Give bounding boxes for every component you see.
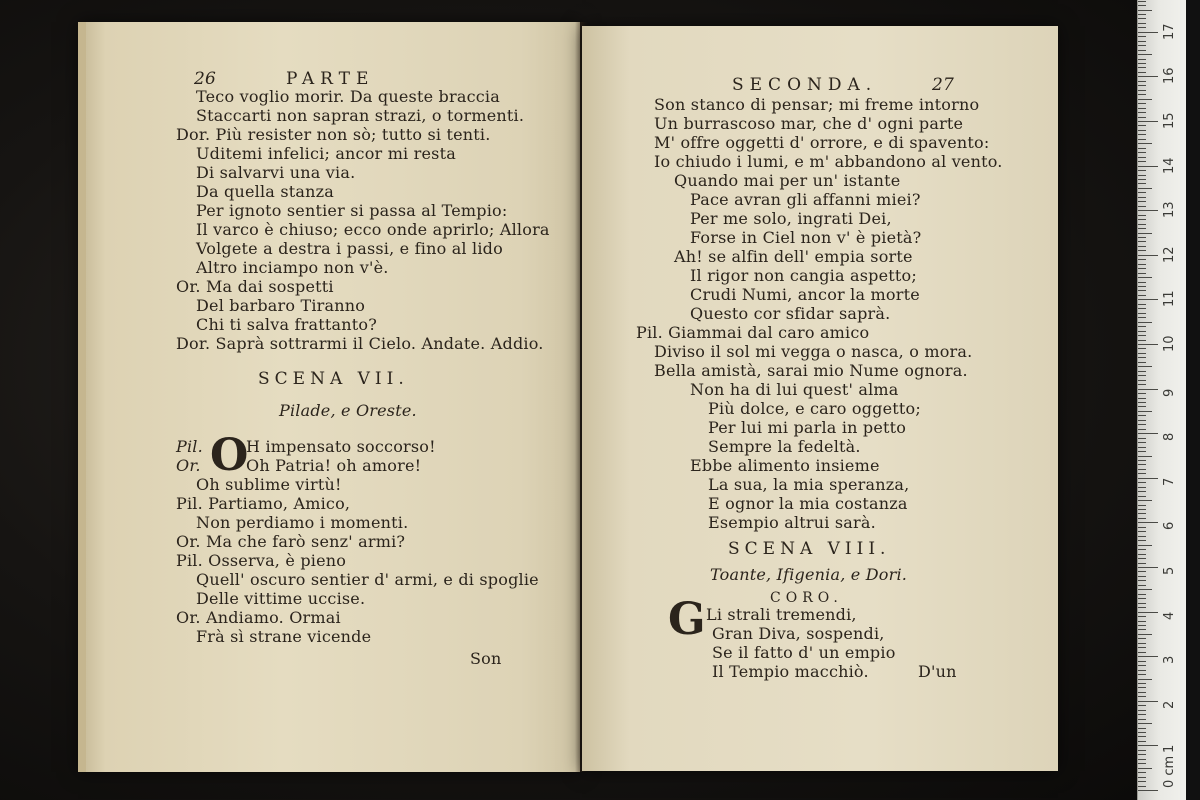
ruler-number: 3 [1162, 655, 1177, 665]
ruler-tick [1138, 464, 1146, 465]
scene-characters: Pilade, e Oreste. [279, 401, 417, 420]
ruler-tick [1138, 745, 1158, 746]
ruler-tick [1138, 786, 1146, 787]
text-line: Del barbaro Tiranno [196, 296, 366, 315]
ruler-tick [1138, 304, 1146, 305]
ruler-tick [1138, 679, 1152, 680]
ruler-tick [1138, 554, 1146, 555]
text-line: Li strali tremendi, [706, 605, 857, 624]
ruler-tick [1138, 571, 1146, 572]
text-line: Per ignoto sentier si passa al Tempio: [196, 201, 508, 220]
ruler-tick [1138, 59, 1146, 60]
ruler-tick [1138, 308, 1146, 309]
ruler-tick [1138, 728, 1146, 729]
ruler-tick [1138, 750, 1146, 751]
left-page [78, 22, 580, 772]
ruler-tick [1138, 518, 1146, 519]
ruler-tick [1138, 736, 1146, 737]
page-number-right: 27 [932, 75, 955, 95]
ruler-tick [1138, 268, 1146, 269]
ruler-tick [1138, 241, 1146, 242]
ruler-tick [1138, 576, 1146, 577]
ruler-number: 1 [1162, 745, 1177, 754]
ruler-tick [1138, 598, 1146, 599]
text-line: Ebbe alimento insieme [690, 456, 880, 475]
ruler-tick [1138, 295, 1146, 296]
ruler-tick [1138, 32, 1158, 33]
ruler-tick [1138, 500, 1152, 501]
ruler-tick [1138, 781, 1146, 782]
ruler-tick [1138, 429, 1146, 430]
ruler-tick [1138, 344, 1158, 345]
ruler-tick [1138, 10, 1152, 11]
ruler-tick [1138, 527, 1146, 528]
ruler-number: 9 [1162, 388, 1177, 397]
ruler-tick [1138, 103, 1146, 104]
ruler-tick [1138, 389, 1158, 390]
ruler-tick [1138, 201, 1146, 202]
text-line: Questo cor sfidar saprà. [690, 304, 891, 323]
speaker-label: Or. [176, 456, 201, 475]
text-line: Pil. Partiamo, Amico, [176, 494, 351, 513]
ruler-tick [1138, 130, 1146, 131]
ruler-tick [1138, 558, 1146, 559]
ruler-tick [1138, 384, 1146, 385]
running-head-right: SECONDA. [732, 75, 878, 95]
ruler-tick [1138, 438, 1146, 439]
ruler-tick [1138, 692, 1146, 693]
ruler-tick [1138, 411, 1152, 412]
ruler-tick [1138, 625, 1146, 626]
ruler-tick [1138, 531, 1146, 532]
ruler-tick [1138, 18, 1146, 19]
ruler-tick [1138, 117, 1146, 118]
ruler-tick [1138, 317, 1146, 318]
text-line: Più dolce, e caro oggetto; [708, 399, 921, 418]
text-line: Diviso il sol mi vegga o nasca, o mora. [654, 342, 973, 361]
ruler-tick [1138, 286, 1146, 287]
ruler-tick [1138, 433, 1158, 434]
ruler-tick [1138, 460, 1146, 461]
ruler-tick [1138, 398, 1146, 399]
ruler-number: 13 [1162, 201, 1177, 219]
ruler-tick [1138, 121, 1158, 122]
ruler-tick [1138, 99, 1152, 100]
ruler-tick [1138, 157, 1146, 158]
ruler-tick [1138, 76, 1158, 77]
ruler-tick [1138, 219, 1146, 220]
text-line: Dor. Saprà sottrarmi il Cielo. Andate. Addio. [176, 334, 544, 353]
catchword: Son [470, 649, 502, 668]
ruler-tick [1138, 710, 1146, 711]
ruler-tick [1138, 166, 1158, 167]
ruler-tick [1138, 264, 1146, 265]
ruler-tick [1138, 665, 1146, 666]
ruler-number: 7 [1162, 477, 1177, 486]
ruler-tick [1138, 549, 1146, 550]
ruler-tick [1138, 299, 1158, 300]
text-line: Teco voglio morir. Da queste braccia [196, 87, 500, 106]
ruler-tick [1138, 616, 1146, 617]
ruler-number: 2 [1162, 700, 1177, 709]
ruler-tick [1138, 790, 1158, 791]
ruler-tick [1138, 331, 1146, 332]
running-head-left: PARTE [286, 69, 375, 89]
ruler-tick [1138, 714, 1146, 715]
ruler-tick [1138, 255, 1158, 256]
text-line: Bella amistà, sarai mio Nume ognora. [654, 361, 968, 380]
ruler-tick [1138, 701, 1158, 702]
text-line: Oh sublime virtù! [196, 475, 342, 494]
ruler-tick [1138, 589, 1152, 590]
ruler-tick [1138, 513, 1146, 514]
drop-cap: G [668, 594, 706, 645]
ruler-tick [1138, 210, 1158, 211]
text-line: Chi ti salva frattanto? [196, 315, 377, 334]
ruler-tick [1138, 634, 1152, 635]
text-line: E ognor la mia costanza [708, 494, 908, 513]
ruler-tick [1138, 375, 1146, 376]
ruler-tick [1138, 656, 1158, 657]
text-line: Or. Andiamo. Ormai [176, 608, 341, 627]
ruler-tick [1138, 175, 1146, 176]
text-line: Delle vittime uccise. [196, 589, 366, 608]
ruler-tick [1138, 183, 1146, 184]
ruler-tick [1138, 161, 1146, 162]
ruler-tick [1138, 723, 1152, 724]
ruler-tick [1138, 215, 1146, 216]
ruler-tick [1138, 366, 1152, 367]
ruler-tick [1138, 768, 1152, 769]
ruler-tick [1138, 447, 1146, 448]
text-line: Pace avran gli affanni miei? [690, 190, 921, 209]
text-line: Sempre la fedeltà. [708, 437, 861, 456]
ruler-tick [1138, 420, 1146, 421]
ruler-tick [1138, 473, 1146, 474]
ruler-tick [1138, 567, 1158, 568]
ruler-tick [1138, 607, 1146, 608]
ruler-tick [1138, 362, 1146, 363]
ruler-tick [1138, 125, 1146, 126]
ruler-tick [1138, 670, 1146, 671]
ruler-tick [1138, 259, 1146, 260]
ruler-tick [1138, 139, 1146, 140]
ruler-tick [1138, 456, 1152, 457]
ruler-tick [1138, 348, 1146, 349]
ruler-tick [1138, 273, 1146, 274]
text-line: Esempio altrui sarà. [708, 513, 876, 532]
ruler-tick [1138, 777, 1146, 778]
ruler-tick [1138, 603, 1146, 604]
text-line: Crudi Numi, ancor la morte [690, 285, 920, 304]
ruler-tick [1138, 522, 1158, 523]
ruler-tick [1138, 41, 1146, 42]
ruler-tick [1138, 188, 1152, 189]
ruler-number: 8 [1162, 432, 1177, 442]
text-line: H impensato soccorso! [246, 437, 436, 456]
ruler-tick [1138, 237, 1146, 238]
ruler-tick [1138, 545, 1152, 546]
speaker-label: Pil. [176, 437, 203, 456]
ruler-tick [1138, 282, 1146, 283]
ruler-tick [1138, 335, 1146, 336]
text-line: M' offre oggetti d' orrore, e di spavento: [654, 133, 990, 152]
ruler-tick [1138, 759, 1146, 760]
ruler-tick [1138, 27, 1146, 28]
ruler-tick [1138, 638, 1146, 639]
ruler-tick [1138, 705, 1146, 706]
ruler-number: 12 [1162, 246, 1177, 263]
right-page [582, 26, 1058, 771]
ruler-tick [1138, 1, 1146, 2]
text-line: Dor. Più resister non sò; tutto si tenti. [176, 125, 491, 144]
text-line: Per me solo, ingrati Dei, [690, 209, 892, 228]
text-line: Altro inciampo non v'è. [196, 258, 389, 277]
text-line: Da quella stanza [196, 182, 334, 201]
ruler-tick [1138, 228, 1146, 229]
ruler-tick [1138, 36, 1146, 37]
ruler-tick [1138, 621, 1146, 622]
ruler-tick [1138, 179, 1146, 180]
ruler-number: 11 [1162, 290, 1177, 308]
text-line: Staccarti non sapran strazi, o tormenti. [196, 106, 525, 125]
ruler-tick [1138, 170, 1146, 171]
ruler-tick [1138, 357, 1146, 358]
ruler-tick [1138, 72, 1146, 73]
ruler-tick [1138, 415, 1146, 416]
scene-title: SCENA VII. [258, 369, 409, 389]
ruler-number: 6 [1162, 522, 1177, 531]
ruler-tick [1138, 451, 1146, 452]
text-line: Per lui mi parla in petto [708, 418, 907, 437]
text-line: Non perdiamo i momenti. [196, 513, 409, 532]
ruler-tick [1138, 629, 1146, 630]
ruler-number: 17 [1162, 23, 1177, 40]
ruler-number: 16 [1162, 67, 1177, 85]
ruler-tick [1138, 406, 1146, 407]
text-line: Un burrascoso mar, che d' ogni parte [654, 114, 964, 133]
ruler-tick [1138, 143, 1152, 144]
ruler-tick [1138, 371, 1146, 372]
drop-cap: O [210, 430, 249, 481]
ruler-tick [1138, 277, 1152, 278]
text-line: Uditemi infelici; ancor mi resta [196, 144, 456, 163]
ruler-tick [1138, 491, 1146, 492]
chorus-label: CORO. [770, 590, 843, 606]
ruler-tick [1138, 326, 1146, 327]
ruler-tick [1138, 45, 1146, 46]
text-line: La sua, la mia speranza, [708, 475, 910, 494]
ruler-tick [1138, 85, 1146, 86]
ruler-tick [1138, 482, 1146, 483]
ruler-tick [1138, 478, 1158, 479]
page-number-left: 26 [194, 69, 217, 89]
ruler-tick [1138, 674, 1146, 675]
ruler-number: 15 [1162, 112, 1177, 129]
text-line: Ah! se alfin dell' empia sorte [674, 247, 913, 266]
text-line: Oh Patria! oh amore! [246, 456, 422, 475]
ruler-tick [1138, 741, 1146, 742]
ruler-tick [1138, 487, 1146, 488]
ruler-tick [1138, 754, 1146, 755]
ruler-tick [1138, 192, 1146, 193]
ruler-tick [1138, 469, 1146, 470]
ruler-number: 4 [1162, 611, 1177, 620]
text-line: Non ha di lui quest' alma [690, 380, 899, 399]
text-line: Io chiudo i lumi, e m' abbandono al vento. [654, 152, 1003, 171]
ruler-tick [1138, 696, 1146, 697]
text-line: Quando mai per un' istante [674, 171, 901, 190]
text-line: Pil. Giammai dal caro amico [636, 323, 870, 342]
text-line: Or. Ma che farò senz' armi? [176, 532, 406, 551]
ruler-tick [1138, 772, 1146, 773]
ruler-tick [1138, 536, 1146, 537]
ruler-tick [1138, 661, 1146, 662]
ruler-tick [1138, 393, 1146, 394]
ruler-tick [1138, 585, 1146, 586]
text-line: Il Tempio macchiò. [712, 662, 869, 681]
ruler-tick [1138, 290, 1146, 291]
measuring-ruler [1137, 0, 1190, 800]
ruler-tick [1138, 152, 1146, 153]
ruler-number: 14 [1162, 157, 1177, 174]
catchword: D'un [918, 662, 957, 681]
text-line: Di salvarvi una via. [196, 163, 356, 182]
ruler-tick [1138, 442, 1146, 443]
ruler-tick [1138, 94, 1146, 95]
text-line: Frà sì strane vicende [196, 627, 372, 646]
ruler-tick [1138, 380, 1146, 381]
text-line: Il rigor non cangia aspetto; [690, 266, 917, 285]
ruler-tick [1138, 246, 1146, 247]
ruler-tick [1138, 23, 1146, 24]
ruler-tick [1138, 54, 1152, 55]
text-line: Son stanco di pensar; mi freme intorno [654, 95, 980, 114]
ruler-tick [1138, 652, 1146, 653]
ruler-tick [1138, 683, 1146, 684]
ruler-unit-label: 0 cm [1162, 755, 1177, 788]
ruler-tick [1138, 14, 1146, 15]
ruler-tick [1138, 612, 1158, 613]
ruler-tick [1138, 580, 1146, 581]
ruler-tick [1138, 509, 1146, 510]
text-line: Pil. Osserva, è pieno [176, 551, 347, 570]
ruler-tick [1138, 108, 1146, 109]
scene-title: SCENA VIII. [728, 539, 891, 559]
ruler-tick [1138, 594, 1146, 595]
ruler-tick [1138, 112, 1146, 113]
ruler-tick [1138, 50, 1146, 51]
text-line: Or. Ma dai sospetti [176, 277, 334, 296]
ruler-tick [1138, 322, 1152, 323]
ruler-tick [1138, 81, 1146, 82]
text-line: Quell' oscuro sentier d' armi, e di spoglie [196, 570, 539, 589]
ruler-tick [1138, 563, 1146, 564]
ruler-tick [1138, 313, 1146, 314]
text-line: Gran Diva, sospendi, [712, 624, 885, 643]
ruler-tick [1138, 540, 1146, 541]
text-line: Se il fatto d' un empio [712, 643, 896, 662]
ruler-tick [1138, 134, 1146, 135]
ruler-tick [1138, 340, 1146, 341]
ruler-tick [1138, 67, 1146, 68]
ruler-tick [1138, 353, 1146, 354]
ruler-tick [1138, 496, 1146, 497]
ruler-tick [1138, 148, 1146, 149]
ruler-tick [1138, 63, 1146, 64]
ruler-tick [1138, 250, 1146, 251]
ruler-tick [1138, 424, 1146, 425]
ruler-tick [1138, 763, 1146, 764]
ruler-tick [1138, 647, 1146, 648]
scene-characters: Toante, Ifigenia, e Dori. [710, 565, 908, 584]
ruler-tick [1138, 505, 1146, 506]
text-line: Volgete a destra i passi, e fino al lido [196, 239, 503, 258]
ruler-tick [1138, 233, 1152, 234]
ruler-tick [1138, 687, 1146, 688]
ruler-shadow [1186, 0, 1200, 800]
ruler-tick [1138, 643, 1146, 644]
text-line: Forse in Ciel non v' è pietà? [690, 228, 922, 247]
ruler-tick [1138, 719, 1146, 720]
ruler-number: 5 [1162, 566, 1177, 575]
ruler-tick [1138, 732, 1146, 733]
ruler-tick [1138, 90, 1146, 91]
ruler-number: 10 [1162, 335, 1177, 352]
ruler-tick [1138, 206, 1146, 207]
ruler-tick [1138, 224, 1146, 225]
text-line: Il varco è chiuso; ecco onde aprirlo; Allora [196, 220, 550, 239]
ruler-tick [1138, 402, 1146, 403]
ruler-tick [1138, 5, 1146, 6]
ruler-tick [1138, 197, 1146, 198]
